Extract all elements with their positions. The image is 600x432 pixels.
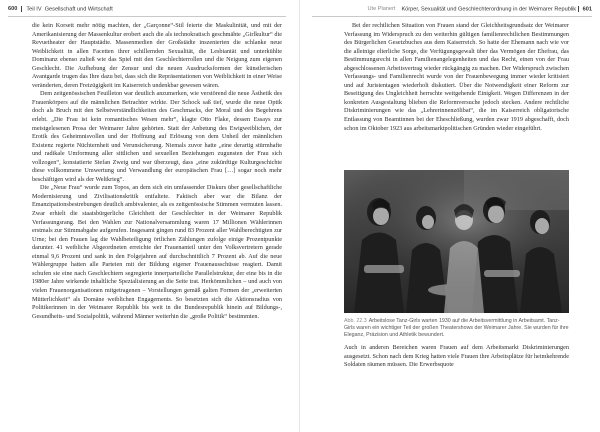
caption-label: Abb. 22.3 — [344, 318, 367, 324]
caption-text: Arbeitslose Tanz-Girls warten 1930 auf die Arbeitsvermittlung in Arbeitsamt. Tanz-Girls waren ein wichtiger Teil der großen Theatershows der Weimarer Jahre. Sie wurden für ihre Eleganz, Präzision und Athletik bewundert. — [344, 318, 569, 338]
chapter-title: Gesellschaft und Wirtschaft — [44, 6, 113, 13]
right-page — [300, 0, 600, 432]
page-number: 601 — [582, 6, 592, 13]
header-divider — [578, 6, 579, 12]
left-running-header — [8, 6, 113, 12]
right-running-header — [367, 6, 592, 12]
left-body-text — [32, 22, 282, 321]
author-name: Ute Planert — [367, 6, 396, 13]
header-divider — [21, 6, 22, 12]
page-number: 600 — [8, 6, 18, 13]
paragraph: Auch in anderen Bereichen waren Frauen auf dem Arbeitsmarkt Diskriminierungen ausgesetzt. Schon nach dem Krieg hatten viele Frauen ihre Arbeitsplätze für heimkehrende Soldaten räumen müssen. Die Erwerbsquote — [344, 344, 569, 369]
right-body-text-continued — [344, 344, 569, 370]
photo-image — [344, 170, 569, 313]
paragraph: Bei der rechtlichen Situation von Frauen stand der Gleichheitsgrundsatz der Weimarer Verfassung im Widerspruch zu den weiterhin gültigen familienrechtlichen Bestimmungen des Bürgerlichen Gesetzbuches aus dem Kaiserreich. So hatte der Ehemann nach wie vor die alleinige elterliche Sorge, die Verfügungsgewalt über das Vermögen der Ehefrau, das Bestimmungsrecht in allen Familienangelegenheiten und das Recht, einen von der Frau abgeschlossenen Arbeitsvertrag wieder rückgängig zu machen. Der Widerspruch zwischen Verfassungs- und Familienrecht wurde von der Frauenbewegung immer wieder kritisiert und auf Juristentagen wiederholt diskutiert. Über die Notwendigkeit einer Reform zur Beseitigung des Ungleichheit herrschte weitgehende Einigkeit. Wegen Differenzen in der konkreten Ausgestaltung blieben die Reformversuche jedoch stecken. Andere rechtliche Diskriminierungen wie das „Lehrerinnenzölibat“, die im Kaiserreich obligatorische Entlassung von Beamtinnen bei der Eheschließung, wurden zwar 1919 abgeschafft, doch schon im Oktober 1923 aus arbeitsmarktpolitischen Gründen wieder eingeführt. — [344, 22, 569, 132]
photograph — [344, 170, 569, 313]
right-body-text — [344, 22, 569, 133]
header-rule — [312, 16, 592, 17]
chapter-title: Körper, Sexualität und Geschlechterordnung in der Weimarer Republik — [401, 6, 577, 13]
section-label: Teil IV — [26, 6, 42, 13]
photo-caption — [344, 318, 569, 339]
header-rule — [8, 16, 286, 17]
paragraph: die kein Korsett mehr nötig machten, der „Garçonne“-Stil feierte die Maskulinität, und mit der Amerikanisierung der Massenkultur erobert auch die als technokratisch geschmähte „Girlkultur“ die Revuetheater der Hauptstädte. Massenmedien der Großstädte inszenierten die schlanke neue Weiblichkeit in allen Facetten ihrer schillernden Sexualität, die Lesbiantät und unterkühlte Dominanz ebenso zuließ wie das Spiel mit den Geschlechterrollen und die Neigung zum eigenen Geschlecht. Die Aufhebung der Zensur und die neuen Ausdrucksformen der künstlerischen Avantgarde trugen das Ihre dazu bei, dass sich die Repräsentationen von Weiblichkeit in einer Weise veränderten, deren Freizügigkeit im Kaiserreich undenkbar gewesen wären. — [32, 22, 282, 89]
paragraph: Dem zeitgenössischen Feuilleton war deutlich anzumerken, wie verstörend die neue Ästhetik des Frauenkörpers auf die männlichen Betrachter wirkte. Der Schock saß tief, wurde die neue Optik doch als Bruch mit den Selbstverständlichkeiten des Geschmacks, der Moral und des Begehrens erlebt. „Die Frau ist kein romantisches Wesen mehr“, klagte Otto Flake, dessen Essays zur meistgelesenen Prosa der Weimarer Jahre gehörten. Statt der Anbetung des Ewigweiblichen, der Erotik des Geheimnisvollen und der Hoffnung auf Erlösung von dem Unheil der männlichen Existenz regierte Nüchternheit und Verunsicherung. Niemals zuvor hatte „eine derartig stürmhafte und radikale Umformung aller sittlichen und sexuellen Beziehungen zugunsten der Frau sich vollzogen“, konstatierte Stefan Zweig und war überzeugt, dass „eine zukünftige Kulturgeschichte diese vollkommene Umwertung und Verwandlung der europäischen Frau […] sogar noch mehr beschäftigen wird als der Weltkrieg“. — [32, 90, 282, 183]
paragraph: Die „Neue Frau“ wurde zum Topos, an dem sich ein umfassender Diskurs über gesellschaftliche Modernisierung und Zivilisationskritik entfaltete. Faktisch aber war die Bilanz der Emanzipationsbestrebungen deutlich ambivalenter, als es zeitgenössische Stimmen vermuten lassen. Zwar erhielt die staatsbürgerliche Gleichheit der Geschlechter in der Weimarer Republik Verfassungsrang. Bei den Wahlen zur Nationalversammlung waren 17 Millionen Wählerinnen erstmals zur Stimmabgabe aufgerufen. Insgesamt gingen rund 83 Prozent aller Wahlberechtigten zur Urne; bei den Frauen lag die Wahlbeteiligung örtlichen Zählungen zufolge einige Prozentpunkte darunter. 41 weibliche Abgeordneten erreichte der Frauenanteil unter den Volksvertretern gerade einmal 9,6 Prozent und sank in den Folgejahren auf durchschnittlich 7 Prozent ab. Auf die neue Wählergruppe hatten alle Parteien mit der Bildung eigener Frauenausschüsse reagiert. Damit schufen sie eine nach Geschlechtern segregierte innerparteiliche Parallelstruktur, der eine bis in die 1980er Jahre wirkende inhaltliche Spezialisierung an die Seite trat. Herkömmlichen – und auch von vielen Frauenorganisationen mitgetragenen – Vorstellungen gemäß galten Formen der „erweiterten Mütterlichkeit“ als Domäne weiblichen Engagements. So besetzten sich die Aktionsradius von Politikerinnen in der Weimarer Republik bis weit in die Bundesrepublik hinein auf Bildungs-, Gesundheits- und Sozialpolitik, während Männer weiterhin die „große Politik“ bestimmten. — [32, 184, 282, 320]
